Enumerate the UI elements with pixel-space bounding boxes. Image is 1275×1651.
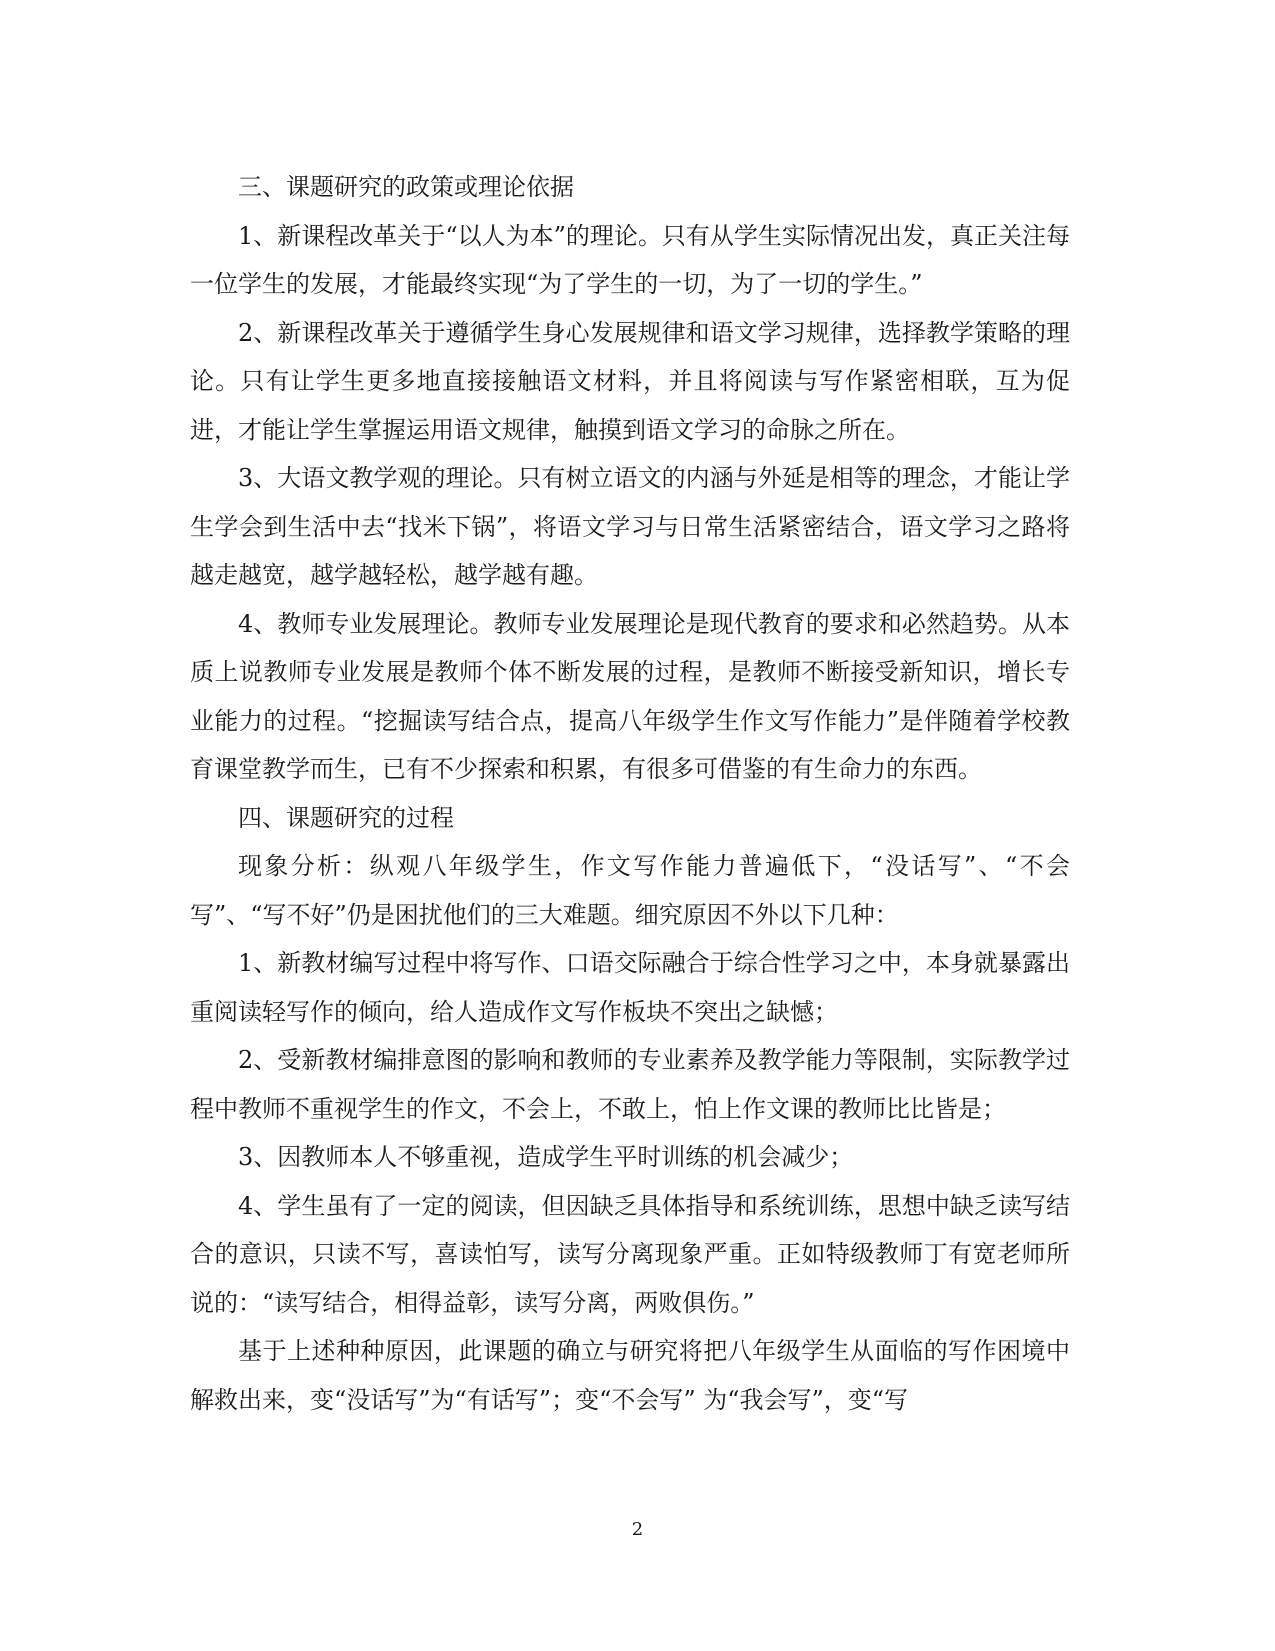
document-body — [190, 163, 1070, 1424]
paragraph: 3、因教师本人不够重视，造成学生平时训练的机会减少； — [238, 1143, 854, 1171]
page-number: 2 — [631, 1519, 644, 1540]
paragraph: 4、学生虽有了一定的阅读，但因缺乏具体指导和系统训练，思想中缺乏读写结合的意识，只读不写，喜读怕写，读写分离现象严重。正如特级教师丁有宽老师所说的：“读写结合，相得益彰，读写分离，两败俱伤。” — [190, 1191, 1070, 1317]
paragraph: 2、新课程改革关于遵循学生身心发展规律和语文学习规律，选择教学策略的理论。只有让学生更多地直接接触语文材料，并且将阅读与写作紧密相联，互为促进，才能让学生掌握运用语文规律，触摸到语文学习的命脉之所在。 — [190, 318, 1070, 444]
paragraph: 1、新课程改革关于“以人为本”的理论。只有从学生实际情况出发，真正关注每一位学生的发展，才能最终实现“为了学生的一切，为了一切的学生。” — [190, 221, 1070, 298]
paragraph: 3、大语文教学观的理论。只有树立语文的内涵与外延是相等的理念，才能让学生学会到生活中去“找米下锅”，将语文学习与日常生活紧密结合，语文学习之路将越走越宽，越学越轻松，越学越有趣。 — [190, 464, 1070, 589]
paragraph: 1、新教材编写过程中将写作、口语交际融合于综合性学习之中，本身就暴露出重阅读轻写作的倾向，给人造成作文写作板块不突出之缺憾； — [190, 949, 1070, 1026]
paragraph: 2、受新教材编排意图的影响和教师的专业素养及教学能力等限制，实际教学过程中教师不重视学生的作文，不会上，不敢上，怕上作文课的教师比比皆是； — [190, 1046, 1070, 1123]
section-heading-4: 四、课题研究的过程 — [238, 803, 454, 832]
paragraph: 基于上述种种原因，此课题的确立与研究将把八年级学生从面临的写作困境中解救出来，变“没话写”为“有话写”；变“不会写” 为“我会写”，变“写 — [190, 1337, 1070, 1414]
section-heading-3: 三、课题研究的政策或理论依据 — [238, 173, 574, 201]
paragraph: 4、教师专业发展理论。教师专业发展理论是现代教育的要求和必然趋势。从本质上说教师专业发展是教师个体不断发展的过程，是教师不断接受新知识，增长专业能力的过程。“挖掘读写结合点，提高八年级学生作文写作能力”是伴随着学校教育课堂教学而生，已有不少探索和积累，有很多可借鉴的有生命力的东西。 — [190, 609, 1070, 783]
paragraph: 现象分析：纵观八年级学生，作文写作能力普遍低下，“没话写”、“不会写”、“写不好”仍是困扰他们的三大难题。细究原因不外以下几种： — [190, 852, 1070, 929]
